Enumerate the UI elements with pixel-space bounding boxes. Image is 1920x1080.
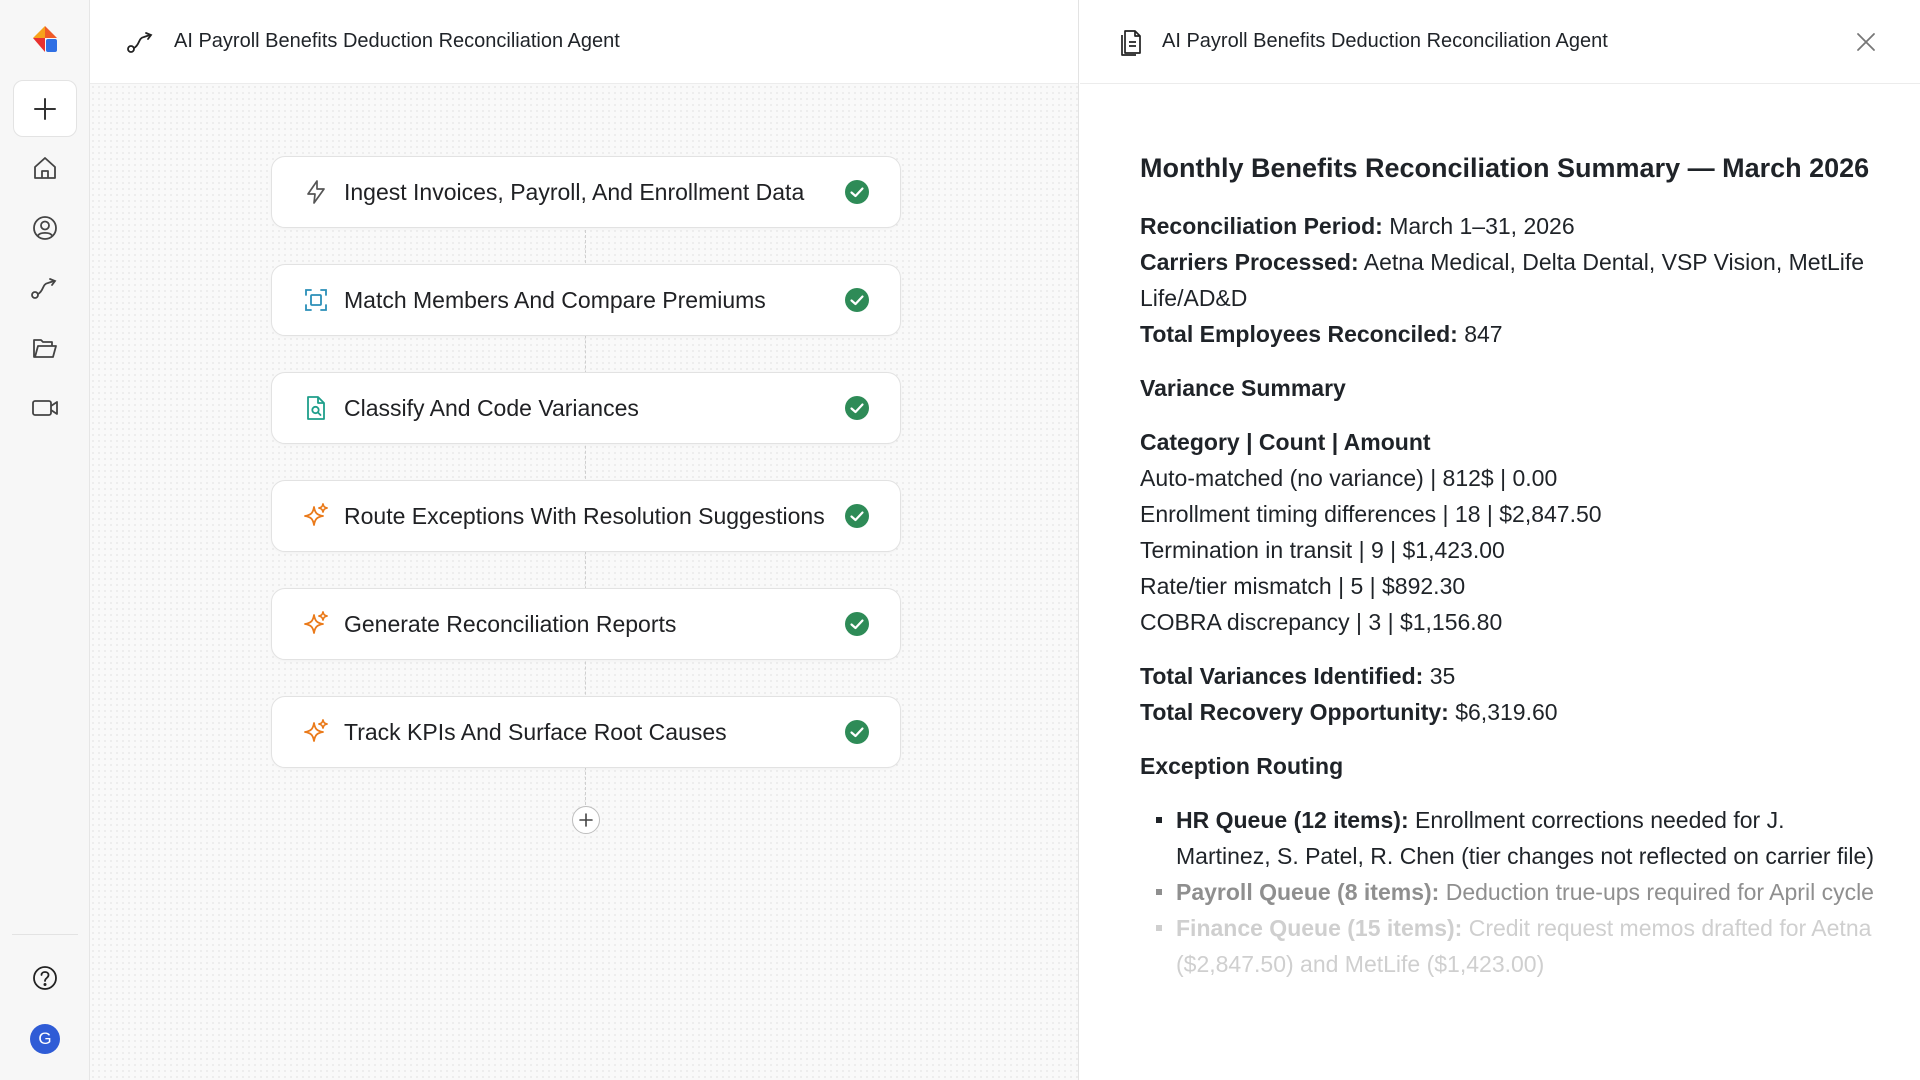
step-label: Ingest Invoices, Payroll, And Enrollment Data — [344, 178, 805, 205]
help-icon — [31, 964, 59, 992]
variance-row: Enrollment timing differences | 18 | $2,847.50 — [1140, 501, 1602, 527]
document-icon — [1118, 28, 1144, 56]
variance-table-header: Category | Count | Amount — [1140, 429, 1431, 455]
sparkle-icon — [302, 610, 330, 638]
exception-routing-heading: Exception Routing — [1140, 753, 1344, 779]
step-label: Route Exceptions With Resolution Suggestions — [344, 502, 825, 529]
avatar[interactable]: G — [30, 1024, 60, 1054]
user-circle-icon — [31, 214, 59, 242]
variance-summary-heading: Variance Summary — [1140, 375, 1346, 401]
workflow-icon — [126, 28, 156, 56]
step-label: Match Members And Compare Premiums — [344, 286, 766, 313]
workflow-step-route[interactable] — [271, 480, 901, 552]
nav-home[interactable] — [28, 151, 62, 185]
details-panel — [1080, 0, 1920, 1080]
plus-icon — [578, 812, 594, 828]
canvas-title: AI Payroll Benefits Deduction Reconciliation Agent — [174, 30, 620, 52]
total-variances: Total Variances Identified: 35 — [1140, 663, 1456, 689]
check-circle-icon — [844, 179, 870, 205]
new-button[interactable] — [13, 80, 77, 137]
close-icon[interactable] — [1852, 28, 1880, 56]
variance-row: Rate/tier mismatch | 5 | $892.30 — [1140, 573, 1466, 599]
help-button[interactable] — [28, 961, 62, 995]
check-circle-icon — [844, 719, 870, 745]
field-period: Reconciliation Period: March 1–31, 2026 — [1140, 213, 1575, 239]
check-circle-icon — [844, 287, 870, 313]
workflow-icon — [30, 274, 60, 302]
total-recovery: Total Recovery Opportunity: $6,319.60 — [1140, 699, 1558, 725]
workflow-step-match[interactable] — [271, 264, 901, 336]
nav-recordings[interactable] — [28, 391, 62, 425]
report-content — [1140, 148, 1880, 982]
lightning-icon — [302, 178, 330, 206]
workflow-step-classify[interactable] — [271, 372, 901, 444]
route-item-finance: Finance Queue (15 items): Credit request memos drafted for Aetna ($2,847.50) and MetLife ($1,423.00) — [1156, 910, 1880, 982]
home-icon — [31, 154, 59, 182]
left-rail — [0, 0, 90, 1080]
workflow-step-kpis[interactable] — [271, 696, 901, 768]
field-carriers: Carriers Processed: Aetna Medical, Delta Dental, VSP Vision, MetLife Life/AD&D — [1140, 249, 1865, 311]
exception-routing-list — [1156, 802, 1880, 982]
app-logo[interactable] — [29, 24, 61, 56]
check-circle-icon — [844, 503, 870, 529]
rail-divider — [12, 934, 78, 935]
report-title: Monthly Benefits Reconciliation Summary — March 2026 — [1140, 153, 1870, 183]
add-step-button[interactable] — [572, 806, 600, 834]
video-icon — [30, 394, 60, 422]
workflow-step-ingest[interactable] — [271, 156, 901, 228]
variance-row: COBRA discrepancy | 3 | $1,156.80 — [1140, 609, 1503, 635]
workflow-step-reports[interactable] — [271, 588, 901, 660]
route-item-payroll: Payroll Queue (8 items): Deduction true-ups required for April cycle — [1156, 874, 1880, 910]
panel-title: AI Payroll Benefits Deduction Reconciliation Agent — [1162, 30, 1608, 52]
check-circle-icon — [844, 395, 870, 421]
field-employees: Total Employees Reconciled: 847 — [1140, 321, 1503, 347]
step-label: Generate Reconciliation Reports — [344, 610, 677, 637]
scan-icon — [302, 286, 330, 314]
document-search-icon — [302, 394, 330, 422]
variance-row: Auto-matched (no variance) | 812$ | 0.00 — [1140, 465, 1558, 491]
sparkle-icon — [302, 718, 330, 746]
sparkle-icon — [302, 502, 330, 530]
nav-workflows[interactable] — [28, 271, 62, 305]
plus-icon — [32, 96, 58, 122]
workflow-canvas — [90, 0, 1079, 1080]
variance-row: Termination in transit | 9 | $1,423.00 — [1140, 537, 1505, 563]
panel-header — [1080, 0, 1920, 84]
check-circle-icon — [844, 611, 870, 637]
canvas-header — [90, 0, 1078, 84]
step-label: Track KPIs And Surface Root Causes — [344, 718, 727, 745]
step-label: Classify And Code Variances — [344, 394, 639, 421]
folder-icon — [31, 334, 59, 362]
nav-profile[interactable] — [28, 211, 62, 245]
nav-files[interactable] — [28, 331, 62, 365]
route-item-hr: HR Queue (12 items): Enrollment corrections needed for J. Martinez, S. Patel, R. Chen (tier changes not reflected on carrier file) — [1156, 802, 1880, 874]
